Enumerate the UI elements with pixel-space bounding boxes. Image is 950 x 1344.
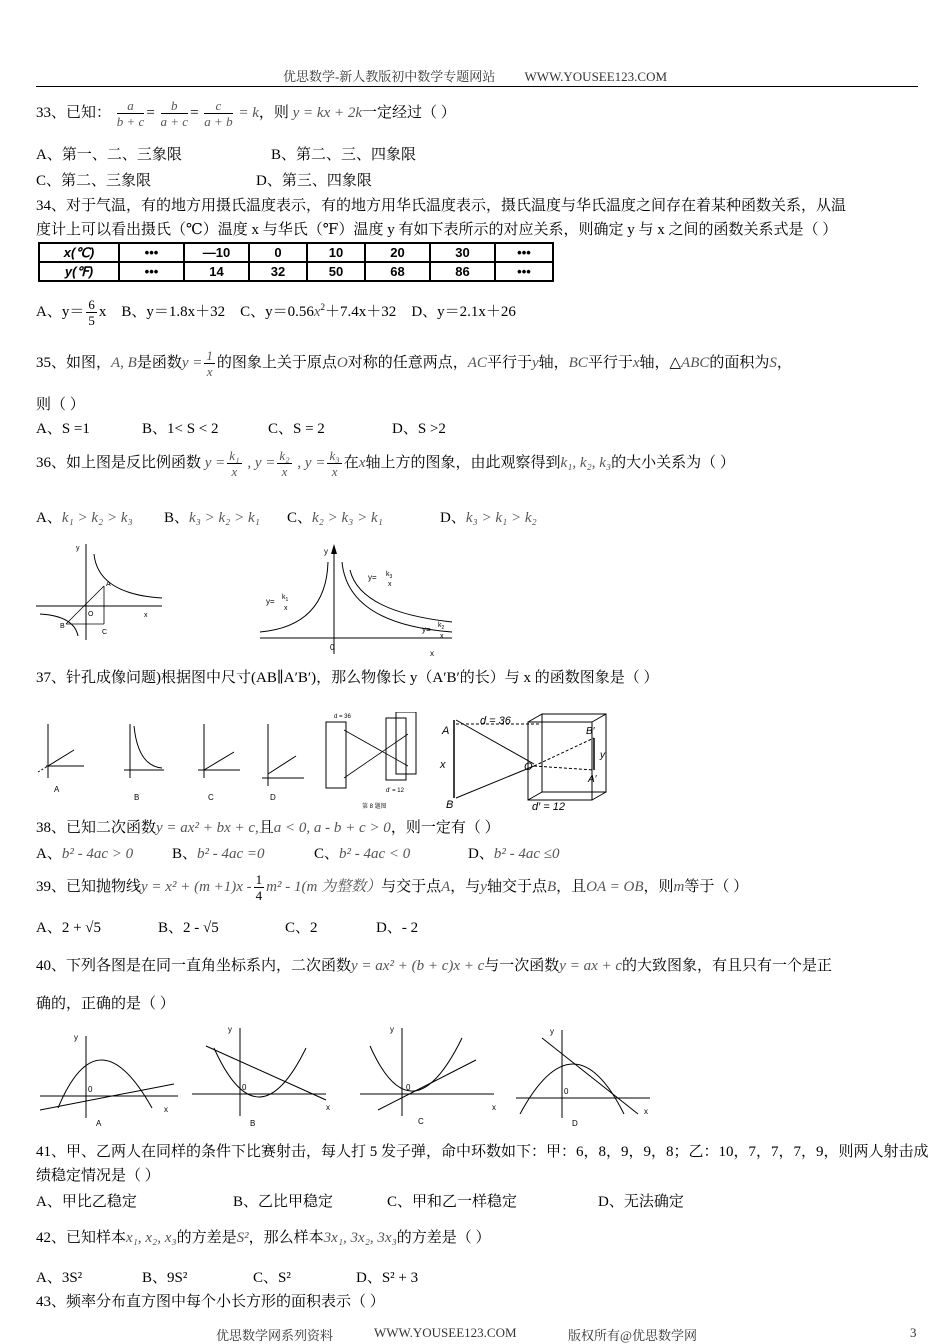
q33-frac1-num: a <box>117 98 145 114</box>
q36-graph-l2: y= <box>422 625 431 634</box>
q35-option-c: C、S = 2 <box>268 421 325 437</box>
q33-option-d: D、第三、四象限 <box>256 173 372 189</box>
q36-opta-label: A、 <box>36 510 62 526</box>
q36-graph-k2-sub: 2 <box>441 625 445 631</box>
q38-expr: y = ax² + bx + c, <box>156 820 259 836</box>
q37-large-ap: A′ <box>588 774 597 785</box>
q36-frac2 <box>277 448 291 479</box>
table-cell: 0 <box>249 243 307 262</box>
q34-line1: 34、对于气温，有的地方用摄氏温度表示，有的地方用华氏温度表示，摄氏温度与华氏温度之间存在着某种函数关系，从温 <box>36 198 847 214</box>
q36-graph-k2-k: k <box>438 622 442 629</box>
q38-mid: 且 <box>258 820 274 836</box>
q36-y1: y = <box>204 454 226 471</box>
q39-expr1: y = x² + (m +1)x - <box>141 878 252 895</box>
q37-large-d: d = 36 <box>480 715 511 727</box>
q37-small-caption: 第 8 题图 <box>362 804 387 810</box>
q36-mid: 在 <box>343 454 359 471</box>
q36-graph-k3-sub: 3 <box>389 574 393 580</box>
q43-stem: 43、频率分布直方图中每个小长方形的面积表示（ ） <box>36 1294 385 1310</box>
q40-c-x: x <box>492 1103 496 1112</box>
q41-line2: 绩稳定情况是（ ） <box>36 1168 160 1184</box>
q40-b-x: x <box>326 1103 330 1112</box>
q37-graph-b-label: B <box>134 793 140 802</box>
q39-a: A <box>441 878 451 895</box>
q36-post: 的大小关系为（ ） <box>611 454 735 471</box>
footer-copyright: 版权所有@优思数学网 <box>568 1328 697 1343</box>
q37-graph-a-label: A <box>54 785 60 794</box>
q34-opta-post: x <box>98 303 107 320</box>
q33-frac1-den: b + c <box>116 114 145 129</box>
q34-optc-post: ＋7.4x＋32 <box>325 303 397 320</box>
table-cell: ••• <box>495 243 553 262</box>
table-cell: ••• <box>495 262 553 281</box>
q35-xax: x <box>632 354 640 371</box>
q42-option-c: C、S² <box>253 1270 291 1286</box>
q34-optc-pre: C、y＝0.56 <box>240 303 314 320</box>
q38-optc-expr: b² - 4ac < 0 <box>339 846 411 862</box>
q42-s2: S² <box>236 1230 249 1246</box>
q41-option-a: A、甲比乙稳定 <box>36 1194 137 1210</box>
q35-option-a: A、S =1 <box>36 421 90 437</box>
q40-c-o: 0 <box>406 1083 411 1092</box>
table-cell: x(℃) <box>39 243 119 262</box>
q40-line2: 确的，正确的是（ ） <box>36 996 175 1012</box>
q39-option-c: C、2 <box>285 920 318 936</box>
q33-option-a: A、第一、二、三象限 <box>36 147 182 163</box>
q36-opta-expr: k₁ > k₂ > k₃ <box>61 510 133 526</box>
q40-b-label: B <box>250 1119 256 1128</box>
q35-t9: 的面积为 <box>709 354 770 371</box>
q40-expr2: y = ax + c <box>559 958 623 974</box>
table-cell: 30 <box>430 243 495 262</box>
q35-t1: 35、如图， <box>36 354 112 371</box>
q37-large-y: y <box>600 750 605 761</box>
q33-frac2-num: b <box>161 98 189 114</box>
q35-t2: 是函数 <box>136 354 182 371</box>
q41-line1: 41、甲、乙两人在同样的条件下比赛射击，每人打 5 发子弹，命中环数如下：甲：6，8，9，9，8；乙：10，7，7，7，9，则两人射击成 <box>36 1144 929 1160</box>
q39-option-b: B、2 - √5 <box>158 920 219 936</box>
q40-a-label: A <box>96 1119 102 1128</box>
q36-graph-k1-k: k <box>282 594 286 601</box>
q38-optc-label: C、 <box>314 846 340 862</box>
q33-option-b: B、第二、三、四象限 <box>271 147 417 163</box>
q33-stem: 33、已知： $\frac{a}{b + c}$ = $\frac{b}{a + c}$ = $\frac{c}{a + b}$ = k，则 y = kx + 2k一定经过（ ） <box>36 98 456 129</box>
q35-stem <box>36 348 792 379</box>
q35-y: y = <box>181 354 203 371</box>
q38-option-b <box>172 842 265 863</box>
q38-optb-label: B、 <box>172 846 198 862</box>
q42-pre: 42、已知样本 <box>36 1230 127 1246</box>
table-cell: ••• <box>119 262 184 281</box>
q39-frac <box>254 872 265 903</box>
q34-option-b: B、y＝1.8x＋32 <box>121 303 226 320</box>
q37-large-o: O <box>524 761 533 773</box>
q37-small-figure <box>326 712 416 810</box>
q35-frac <box>204 348 215 379</box>
q33-frac-2 <box>161 98 189 129</box>
q42-option-d: D、S² + 3 <box>356 1270 419 1286</box>
q40-post: 的大致图象，有且只有一个是正 <box>622 958 833 974</box>
q36-optc-expr: k₂ > k₃ > k₁ <box>312 510 383 526</box>
page-number: 3 <box>910 1325 917 1340</box>
table-cell: 10 <box>307 243 365 262</box>
q35-t6: 轴， <box>538 354 569 371</box>
q40-a-x: x <box>164 1105 168 1114</box>
q35-t7: 平行于 <box>587 354 633 371</box>
table-row <box>39 262 553 281</box>
q36-graph-x: x <box>430 649 434 658</box>
q36-graph-k1-sub: 1 <box>285 597 289 603</box>
q36-optb-expr: k₃ > k₂ > k₁ <box>189 510 260 526</box>
q36-y2: , y = <box>247 454 276 471</box>
q36-graph-k1 <box>282 594 289 603</box>
q40-expr1: y = ax² + (b + c)x + c <box>351 958 485 974</box>
q39-mid3: 轴交于点 <box>486 878 547 895</box>
q38-cond: a < 0, a - b + c > 0 <box>273 820 391 836</box>
q36-frac3-den: x <box>331 464 338 479</box>
q40-d-label: D <box>572 1119 578 1128</box>
q42-mid: 的方差是 <box>176 1230 237 1246</box>
header-divider <box>36 86 918 87</box>
q40-figures <box>36 1022 656 1130</box>
page-header <box>0 66 950 85</box>
q39-m: m <box>673 878 685 895</box>
table-cell: 14 <box>184 262 249 281</box>
q40-graph-d <box>516 1027 650 1128</box>
q37-large-b: B <box>446 799 454 811</box>
q33-frac-3 <box>204 98 232 129</box>
q35-graph-a: A <box>106 581 111 588</box>
table-cell: —10 <box>184 243 249 262</box>
q41-option-c: C、甲和乙一样稳定 <box>387 1194 518 1210</box>
q39-frac-num: 1 <box>255 872 263 887</box>
q39-mid2: ，与 <box>450 878 481 895</box>
q36-graph-l1: y= <box>266 597 275 606</box>
q33-expr: y = kx + 2k <box>292 104 362 121</box>
q34-opta-den: 5 <box>88 313 95 328</box>
q42-mid2: ，那么样本 <box>248 1230 324 1246</box>
q36-mid2: 轴上方的图象，由此观察得到 <box>365 454 561 471</box>
q39-mid: 与交于点 <box>381 878 442 895</box>
q38-post: ，则一定有（ ） <box>390 820 500 836</box>
q37-stem: 37、针孔成像问题)根据图中尺寸(AB∥A′B′)，那么物像长 y（A′B′的长）与 x 的函数图象是（ ） <box>36 670 659 686</box>
table-cell: 68 <box>365 262 430 281</box>
q36-optd-expr: k₃ > k₁ > k₂ <box>465 510 537 526</box>
q33-prefix: 33、已知： <box>36 104 112 121</box>
q42-stem <box>36 1226 491 1247</box>
q38-option-d <box>468 842 559 863</box>
q39-pre: 39、已知抛物线 <box>36 878 142 895</box>
q42-s3: 3x₁, 3x₂, 3x₃ <box>323 1230 397 1246</box>
q35-ac: AC <box>467 354 487 371</box>
q35-graph <box>34 542 174 642</box>
header-url: WWW.YOUSEE123.COM <box>524 69 668 84</box>
q38-opta-expr: b² - 4ac > 0 <box>61 846 134 862</box>
q35-graph-c: C <box>102 629 108 636</box>
q33-option-c: C、第二、三象限 <box>36 173 152 189</box>
q37-large-figure <box>439 714 606 812</box>
q37-graph-a <box>38 724 84 794</box>
q35-bc: BC <box>568 354 588 371</box>
q40-pre: 40、下列各图是在同一直角坐标系内，二次函数 <box>36 958 352 974</box>
q39-option-a: A、2 + √5 <box>36 920 102 936</box>
q38-option-c <box>314 842 410 863</box>
q39-mid5: ，则 <box>643 878 674 895</box>
q34-option-d: D、y＝2.1x＋26 <box>411 303 516 320</box>
q40-b-o: 0 <box>242 1083 247 1092</box>
q33-eq-k: = k <box>238 104 259 121</box>
q37-large-bp: B′ <box>586 726 595 737</box>
q39-eq: OA = OB <box>586 878 644 895</box>
q37-figures <box>34 712 614 812</box>
q42-option-a: A、3S² <box>36 1270 83 1286</box>
q33-frac3-num: c <box>204 98 232 114</box>
q34-optc-x: x <box>313 303 321 320</box>
q40-d-o: 0 <box>564 1087 569 1096</box>
q36-option-c <box>287 506 383 527</box>
q38-stem <box>36 816 500 837</box>
q36-graph <box>256 542 456 660</box>
q36-optb-label: B、 <box>164 510 190 526</box>
header-site: 优思数学-新人教版初中数学专题网站 <box>282 69 496 84</box>
q36-graph-k3 <box>386 571 393 580</box>
q35-t10: ， <box>776 354 792 371</box>
q38-optd-expr: b² - 4ac ≤0 <box>493 846 560 862</box>
q40-d-x: x <box>644 1107 648 1116</box>
q41-option-b: B、乙比甲稳定 <box>233 1194 334 1210</box>
q35-t4: 对称的任意两点， <box>347 354 468 371</box>
q39-option-d: D、- 2 <box>376 920 419 936</box>
q37-large-a: A <box>442 725 450 737</box>
q42-post: 的方差是（ ） <box>396 1230 491 1246</box>
q37-graph-d-label: D <box>270 793 276 802</box>
q35-yax: y <box>531 354 539 371</box>
q38-optd-label: D、 <box>468 846 494 862</box>
q40-mid: 与一次函数 <box>484 958 560 974</box>
q34-options <box>36 297 516 328</box>
q41-option-d: D、无法确定 <box>598 1194 684 1210</box>
q36-option-b <box>164 506 260 527</box>
q40-graph-a <box>40 1033 178 1128</box>
q36-graph-y: y <box>324 547 328 556</box>
q37-small-dp: d′ = 12 <box>386 788 404 794</box>
q39-frac-den: 4 <box>255 888 263 903</box>
q40-a-o: 0 <box>88 1085 93 1094</box>
q36-ks: k₁, k₂, k₃ <box>560 454 612 471</box>
q34-opta-pre: A、y＝ <box>36 303 85 320</box>
q40-d-y: y <box>550 1027 554 1036</box>
q36-optc-label: C、 <box>287 510 313 526</box>
q35-frac-den: x <box>206 364 213 379</box>
q35-graph-x: x <box>144 612 148 619</box>
q36-frac3 <box>327 448 341 479</box>
q40-graph-b <box>192 1025 330 1128</box>
q38-optb-expr: b² - 4ac =0 <box>197 846 265 862</box>
q38-pre: 38、已知二次函数 <box>36 820 157 836</box>
q35-graph-y: y <box>76 545 80 552</box>
q35-option-b: B、1< S < 2 <box>142 421 219 437</box>
q36-graph-o: 0 <box>330 643 335 652</box>
q34-line2: 度计上可以看出摄氏（℃）温度 x 与华氏（℉）温度 y 有如下表所示的对应关系，则确定 y 与 x 之间的函数关系式是（ ） <box>36 222 838 238</box>
table-cell: ••• <box>119 243 184 262</box>
q42-s1: x₁, x₂, x₃ <box>126 1230 177 1246</box>
q39-expr2: m² - 1(m 为整数） <box>266 878 382 895</box>
table-cell: 50 <box>307 262 365 281</box>
q34-table <box>38 242 554 282</box>
table-cell: 86 <box>430 262 495 281</box>
q36-frac3-num: k₃ <box>329 448 340 463</box>
q39-post: 等于（ ） <box>684 878 749 895</box>
q34-opta-frac <box>86 297 97 328</box>
q35-o: O <box>336 354 348 371</box>
q40-c-label: C <box>418 1117 424 1126</box>
table-cell: 32 <box>249 262 307 281</box>
q33-suffix: 一定经过（ ） <box>362 104 456 121</box>
q35-graph-b: B <box>60 623 65 630</box>
q36-graph-k3-den: x <box>388 581 392 588</box>
q34-optc-sup: 2 <box>320 301 326 312</box>
q35-ab: A, B <box>111 354 137 371</box>
q35-option-d: D、S >2 <box>392 421 446 437</box>
q39-yax: y <box>480 878 487 895</box>
q36-graph-l3: y= <box>368 573 377 582</box>
q37-large-x: x <box>440 759 446 771</box>
q36-pre: 36、如上图是反比例函数 <box>36 454 202 471</box>
q36-graph-k2-den: x <box>440 633 444 640</box>
q36-optd-label: D、 <box>440 510 466 526</box>
q36-frac1-den: x <box>231 464 238 479</box>
q36-stem <box>36 448 735 479</box>
q36-y3: , y = <box>297 454 326 471</box>
q39-b: B <box>546 878 557 895</box>
q40-b-y: y <box>228 1025 232 1034</box>
q35-t5: 平行于 <box>486 354 532 371</box>
q35-line2: 则（ ） <box>36 397 85 413</box>
footer-url: WWW.YOUSEE123.COM <box>374 1325 517 1340</box>
q40-c-y: y <box>390 1025 394 1034</box>
q42-option-b: B、9S² <box>142 1270 188 1286</box>
q34-opta-num: 6 <box>88 297 95 312</box>
q36-frac1-num: k₁ <box>229 448 240 463</box>
q33-frac2-den: a + c <box>160 114 189 129</box>
q36-graph-k2 <box>438 622 445 631</box>
q39-mid4: ，且 <box>556 878 587 895</box>
table-cell: 20 <box>365 243 430 262</box>
table-row <box>39 243 553 262</box>
q37-graph-c-label: C <box>208 793 214 802</box>
q37-small-d: d = 36 <box>334 714 351 720</box>
q36-option-d <box>440 506 537 527</box>
q40-graph-c <box>360 1025 496 1126</box>
q36-graph-k1-den: x <box>284 605 288 612</box>
q36-xax: x <box>358 454 366 471</box>
q35-s: S <box>769 354 777 371</box>
table-cell: y(℉) <box>39 262 119 281</box>
q40-a-y: y <box>74 1033 78 1042</box>
q39-stem <box>36 872 748 903</box>
q33-mid: ，则 <box>258 104 289 121</box>
q33-frac3-den: a + b <box>204 114 233 129</box>
q35-t3: 的图象上关于原点 <box>216 354 337 371</box>
q35-graph-o: O <box>88 611 94 618</box>
q36-frac2-den: x <box>281 464 288 479</box>
footer-left: 优思数学网系列资料 <box>216 1328 334 1343</box>
q38-option-a <box>36 842 133 863</box>
q35-t8: 轴，△ <box>639 354 682 371</box>
q36-graph-k3-k: k <box>386 571 390 578</box>
q36-option-a <box>36 506 133 527</box>
q33-frac-1 <box>117 98 145 129</box>
q37-graph-c <box>198 724 240 802</box>
q37-graph-b <box>124 724 164 802</box>
q36-frac2-num: k₂ <box>279 448 290 463</box>
q35-abc: ABC <box>681 354 710 371</box>
q40-stem <box>36 954 832 975</box>
q37-large-dp: d′ = 12 <box>532 801 565 812</box>
q37-graph-d <box>262 724 304 802</box>
q36-frac1 <box>227 448 241 479</box>
q35-frac-num: 1 <box>206 348 213 363</box>
q38-opta-label: A、 <box>36 846 62 862</box>
